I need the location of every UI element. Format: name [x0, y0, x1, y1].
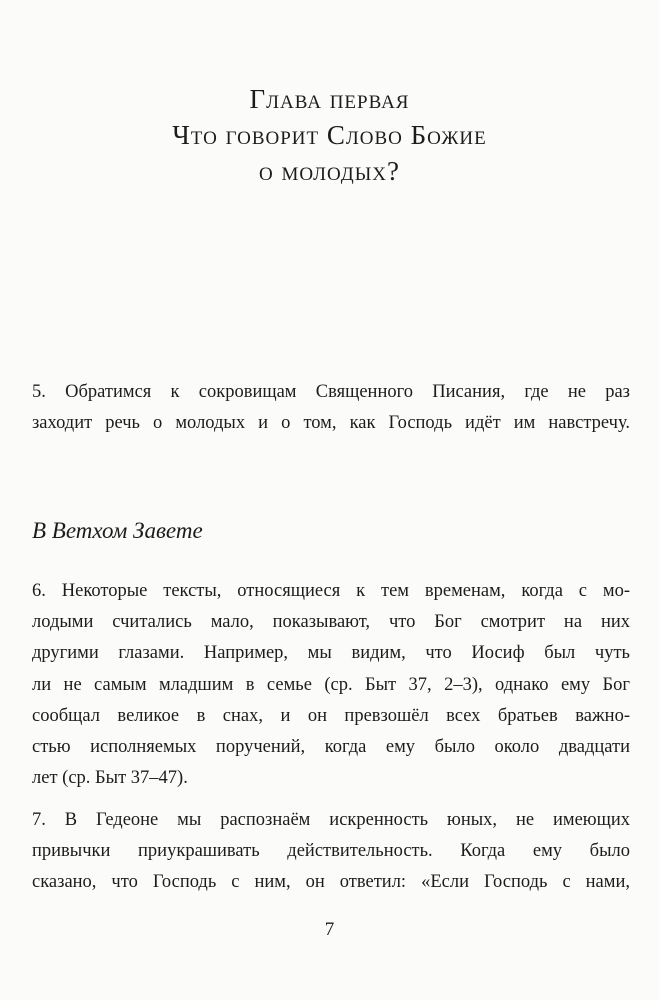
- paragraph-line: заходит речь о молодых и о том, как Господь идёт им навстречу.: [32, 413, 630, 434]
- paragraph-line: лет (ср. Быт 37–47).: [32, 768, 188, 789]
- paragraph-line: 6. Некоторые тексты, относящиеся к тем временам, когда с мо-: [32, 581, 630, 601]
- paragraph-line: сообщал великое в снах, и он превзошёл всех братьев важно-: [32, 705, 630, 726]
- paragraph-line: другими глазами. Например, мы видим, что Иосиф был чуть: [32, 643, 630, 664]
- page-number: 7: [324, 919, 335, 940]
- chapter-title-line-1: Что говорит Слово Божие: [172, 120, 487, 150]
- paragraph-line: стью исполняемых поручений, когда ему было около двадцати: [32, 737, 630, 758]
- chapter-title-line-2: о молодых?: [258, 156, 401, 186]
- paragraph-line: ли не самым младшим в семье (ср. Быт 37, 2–3), однако ему Бог: [32, 674, 630, 695]
- paragraph-line: 7. В Гедеоне мы распознаём искренность юных, не имеющих: [32, 810, 630, 830]
- paragraph-5: [32, 377, 630, 439]
- paragraph-7: [32, 805, 630, 899]
- paragraph-6: [32, 576, 630, 794]
- paragraph-line: лодыми считались мало, показывают, что Бог смотрит на них: [32, 612, 630, 633]
- section-heading: В Ветхом Завете: [32, 518, 203, 543]
- paragraph-line: сказано, что Господь с ним, он ответил: «Если Господь с нами,: [32, 872, 630, 893]
- paragraph-line: привычки приукрашивать действительность. Когда ему было: [32, 841, 630, 862]
- chapter-label: Глава первая: [249, 84, 410, 114]
- paragraph-line: 5. Обратимся к сокровищам Священного Писания, где не раз: [32, 382, 630, 402]
